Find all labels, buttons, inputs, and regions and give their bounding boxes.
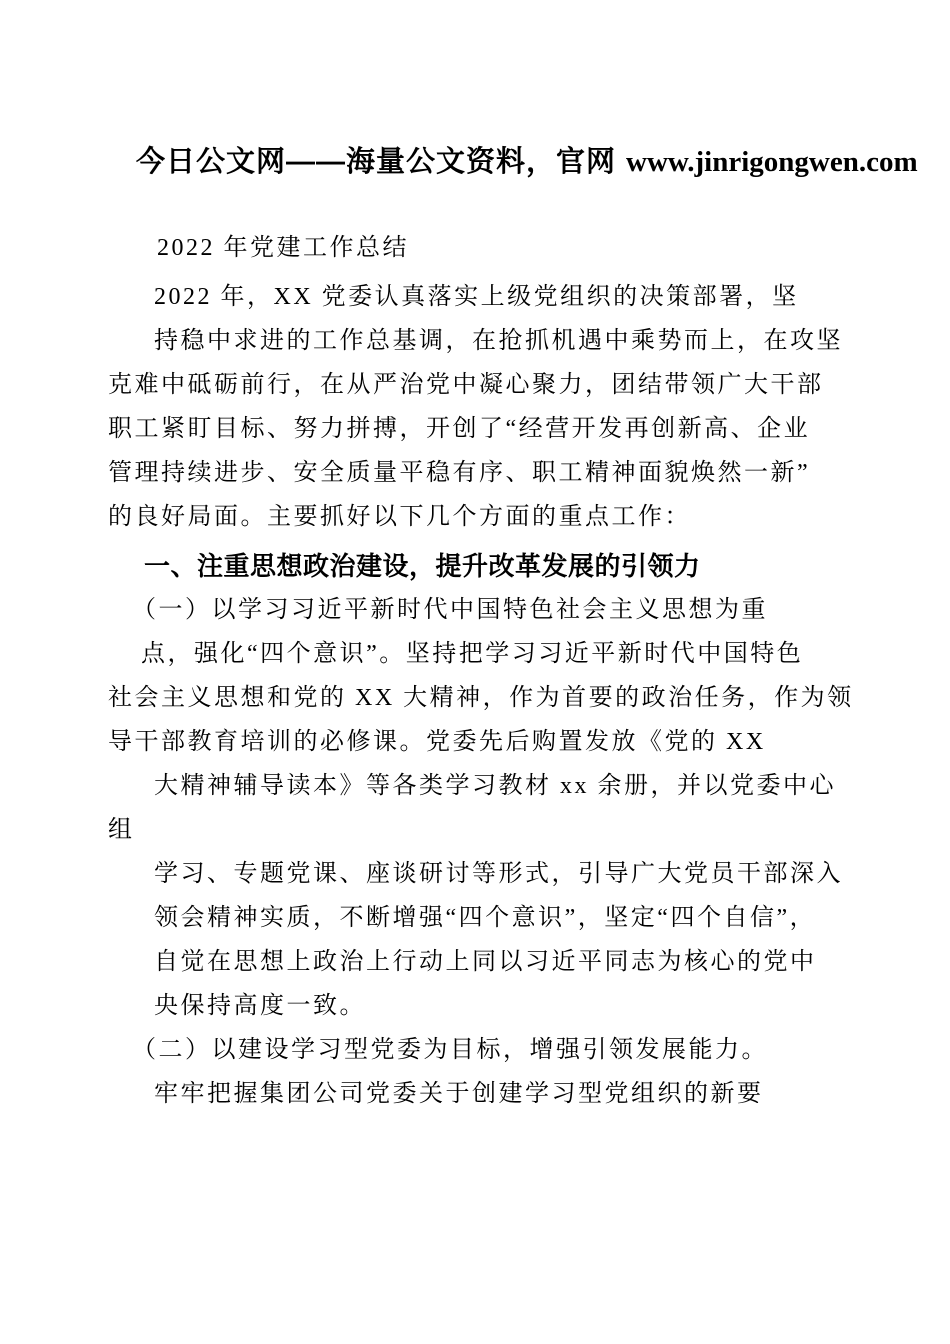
body-line: 学习、专题党课、座谈研讨等形式，引导广大党员干部深入	[154, 861, 843, 887]
document-body	[108, 275, 860, 1116]
site-watermark-url: www.jinrigongwen.com	[626, 146, 918, 178]
site-watermark-header	[136, 144, 918, 180]
body-line: 职工紧盯目标、努力拼搏，开创了“经营开发再创新高、企业	[108, 416, 811, 442]
body-line: 点，强化“四个意识”。坚持把学习习近平新时代中国特色	[141, 641, 804, 667]
body-line: 央保持高度一致。	[154, 993, 366, 1019]
body-line: 大精神辅导读本》等各类学习教材 xx 余册，并以党委中心	[154, 773, 836, 799]
body-line: 持稳中求进的工作总基调，在抢抓机遇中乘势而上，在攻坚	[154, 328, 843, 354]
document-title: 2022 年党建工作总结	[157, 235, 409, 261]
body-line: 领会精神实质，不断增强“四个意识”，坚定“四个自信”，	[154, 905, 817, 931]
body-line: 自觉在思想上政治上行动上同以习近平同志为核心的党中	[154, 949, 817, 975]
body-line: 管理持续进步、安全质量平稳有序、职工精神面貌焕然一新”	[108, 460, 811, 486]
body-line: 克难中砥砺前行，在从严治党中凝心聚力，团结带领广大干部	[108, 372, 824, 398]
body-line: 导干部教育培训的必修课。党委先后购置发放《党的 XX	[108, 729, 766, 755]
body-line: 牢牢把握集团公司党委关于创建学习型党组织的新要	[154, 1081, 764, 1107]
body-line: 2022 年，XX 党委认真落实上级党组织的决策部署，坚	[154, 284, 799, 310]
body-line: 组	[108, 817, 135, 843]
body-line: 社会主义思想和党的 XX 大精神，作为首要的政治任务，作为领	[108, 685, 854, 711]
body-line: （二）以建设学习型党委为目标，增强引领发展能力。	[132, 1037, 768, 1063]
site-watermark-text: 今日公文网——海量公文资料，官网	[136, 146, 617, 178]
body-line: （一）以学习习近平新时代中国特色社会主义思想为重	[132, 597, 768, 623]
body-line: 的良好局面。主要抓好以下几个方面的重点工作：	[108, 504, 691, 530]
section-heading: 一、注重思想政治建设，提升改革发展的引领力	[144, 551, 701, 581]
